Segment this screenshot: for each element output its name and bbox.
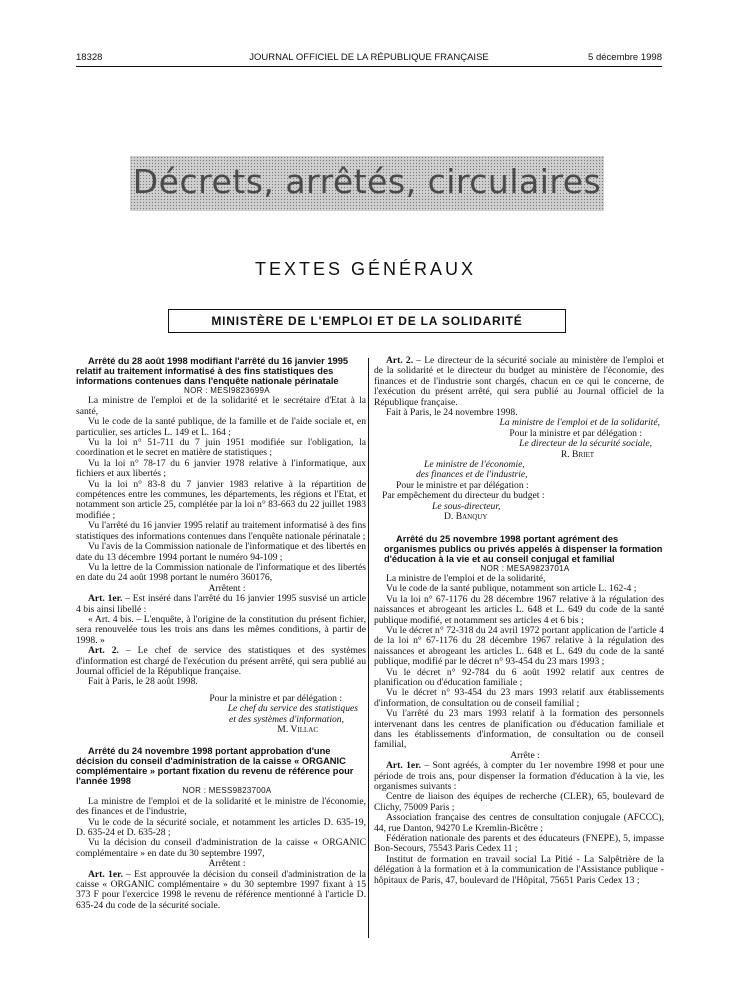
article-text: – Est approuvée la décision du conseil d'administration de la caisse « ORGANIC complémentaire » du 30 septembre 1997 fixant à 15 373 F pour l'exercice 1998 le revenu de référence mentionné à l'article D. 635-24 du code de la sécurité sociale. [76, 868, 366, 911]
signatory-name: M. Villac [277, 724, 318, 735]
header-rule [76, 66, 662, 67]
article-text: – Est inséré dans l'arrêté du 16 janvier 1995 susvisé un article 4 bis ainsi libellé : [76, 593, 366, 615]
article-label: Art. 1er. [88, 868, 123, 880]
signature-line: Le chef du service des statistiques [227, 703, 358, 715]
paragraph: Vu le code de la sécurité sociale, et notamment les articles D. 635-19, D. 635-24 et D. 635-28 ; [76, 816, 366, 839]
paragraph: Vu le code de la santé publique, notamment son article L. 162-4 ; [386, 583, 637, 595]
paragraph: Vu la lettre de la Commission nationale de l'informatique et des libertés en date du 24 août 1998 portant le numéro 360176, [76, 561, 366, 584]
article-title: Arrêté du 24 novembre 1998 portant approbation d'une décision du conseil d'administration de la caisse « ORGANIC complémentaire » portant fixation du revenu de référence pour l'année 1998 [76, 746, 354, 787]
organization-entry: Fédération nationale des parents et des éducateurs (FNEPE), 5, impasse Bon-Secours, 75543 Paris Cedex 11 ; [374, 833, 664, 855]
arrete-heading: Arrête : [510, 749, 540, 761]
section-banner [130, 156, 604, 211]
nor-reference: NOR : MESS9823700A [182, 786, 272, 796]
paragraph: Vu la décision du conseil d'administration de la caisse « ORGANIC complémentaire » en date du 30 septembre 1997, [76, 837, 366, 859]
paragraph: Vu l'arrêté du 23 mars 1993 relatif à la formation des personnels intervenant dans les centres de planification ou d'éducation familiale et dans les établissements d'information, de consultation ou de conseil familial, [374, 708, 664, 751]
paragraph: Vu la loi n° 78-17 du 6 janvier 1978 relative à l'informatique, aux fichiers et aux libertés ; [76, 457, 366, 480]
article-paragraph [76, 646, 366, 677]
article-paragraph [76, 594, 366, 615]
ministry-title: MINISTÈRE DE L'EMPLOI ET DE LA SOLIDARITÉ [211, 314, 523, 328]
paragraph: La ministre de l'emploi et de la solidarité, [386, 572, 546, 584]
nor-reference: NOR : MESI9823699A [184, 386, 270, 395]
article-label: Art. 2. [386, 355, 414, 366]
column-divider [368, 358, 369, 938]
running-header [76, 52, 662, 66]
done-at: Fait à Paris, le 28 août 1998. [88, 676, 198, 688]
paragraph: Vu l'avis de la Commission nationale de l'informatique et des libertés en date du 13 décembre 1994 portant le numéro 94-109 ; [76, 541, 366, 563]
signature-line: Pour la ministre et par délégation : [509, 427, 642, 439]
issue-date: 5 décembre 1998 [588, 52, 662, 63]
page-number: 18328 [76, 52, 103, 63]
right-column [374, 356, 664, 886]
section-title: TEXTES GÉNÉRAUX [254, 259, 477, 279]
paragraph: Vu le décret n° 93-454 du 23 mars 1993 relatif aux établissements d'information, de consultation ou de conseil familial ; [374, 687, 664, 709]
article-paragraph [374, 356, 664, 408]
done-at: Fait à Paris, le 24 novembre 1998. [386, 407, 518, 419]
paragraph: Vu l'arrêté du 16 janvier 1995 relatif au traitement informatisé à des fins statistiques des informations contenues dans l'enquête nationale périnatale ; [76, 520, 366, 542]
arrete-heading: Arrêtent : [208, 582, 246, 594]
article-title: Arrêté du 28 août 1998 modifiant l'arrêté du 16 janvier 1995 relatif au traitement informatisé à des fins statistiques des informations contenues dans l'enquête nationale périnatale [76, 356, 349, 386]
article-paragraph [76, 870, 366, 912]
paragraph: Vu la loi n° 83-8 du 7 janvier 1983 relative à la répartition de compétences entre les communes, les départements, les régions et l'Etat, et notamment son article 25, complétée par la loi n° 83-663 du 22 juillet 1983 modifiée ; [76, 478, 366, 521]
paragraph: La ministre de l'emploi et de la solidarité et le secrétaire d'Etat à la santé, [76, 395, 366, 417]
paragraph: Vu le décret n° 92-784 du 6 août 1992 relatif aux centres de planification ou d'éducation familiale ; [374, 666, 664, 688]
article-label: Art. 1er. [386, 760, 421, 772]
signature-line: Le ministre de l'économie, [424, 459, 525, 471]
signatory-name: D. Banquy [444, 511, 488, 523]
signature-line: Le sous-directeur, [432, 500, 501, 512]
signature-line: des finances et de l'industrie, [416, 469, 528, 481]
paragraph: Vu le décret n° 72-318 du 24 avril 1972 portant application de l'article 4 de la loi n° 67-1176 du 28 décembre 1967 relative à la régulation des naissances et abrogeant les articles L. 648 et L. 649 du code de la santé publique, modifié par le décret n° 93-454 du 23 mars 1993 ; [374, 624, 664, 668]
paragraph: Vu la loi n° 67-1176 du 28 décembre 1967 relative à la régulation des naissances et abrogeant les articles L. 648 et L. 649 du code de la santé publique modifié, et notamment ses articles 4 et 6 bis ; [374, 593, 664, 626]
signature-line: et des systèmes d'information, [228, 713, 344, 725]
signature-line: Pour la ministre et par délégation : [209, 692, 342, 704]
quoted-article: « Art. 4 bis. – L'enquête, à l'origine de la constitution du présent fichier, sera renouvelée tous les trois ans dans les mêmes conditions, à partir de 1998. » [76, 613, 366, 646]
article-text: – Le chef de service des statistiques et des systèmes d'information est chargé de l'exécution du présent arrêté, qui sera publié au Journal officiel de la République française. [76, 645, 366, 677]
article-title: Arrêté du 25 novembre 1998 portant agrément des organismes publics ou privés appelés à dispenser la formation d'éducation à la vie et au conseil conjugal et familial [384, 533, 663, 564]
signature-line: Le directeur de la sécurité sociale, [519, 438, 652, 450]
signature-line: La ministre de l'emploi et de la solidarité, [499, 417, 660, 429]
left-column [76, 356, 366, 911]
nor-reference: NOR : MESA9823701A [480, 563, 570, 573]
article-label: Art. 1er. [88, 593, 123, 605]
article-text: – Le directeur de la sécurité sociale au ministère de l'emploi et de la solidarité et le directeur du budget au ministère de l'économie, des finances et de l'industrie sont chargés, chacun en ce qui le concerne, de l'exécution du présent arrêté, qui sera publié au Journal officiel de la République française. [374, 355, 664, 408]
paragraph: La ministre de l'emploi et de la solidarité et le ministre de l'économie, des finances et de l'industrie, [76, 795, 366, 818]
article-paragraph [374, 761, 664, 792]
banner-title: Décrets, arrêtés, circulaires [132, 162, 602, 201]
journal-title: JOURNAL OFFICIEL DE LA RÉPUBLIQUE FRANÇAISE [249, 52, 489, 63]
organization-entry: Institut de formation en travail social La Pitié - La Salpêtrière de la délégation à la formation et à la communication de l'Assistance publique - hôpitaux de Paris, 47, boulevard de l'Hôpital, 75651 Paris Cedex 13 ; [374, 853, 664, 886]
signature-line: Pour le ministre et par délégation : [396, 479, 529, 491]
ministry-box [168, 309, 566, 333]
organization-entry: Centre de liaison des équipes de recherche (CLER), 65, boulevard de Clichy, 75009 Paris ; [374, 791, 664, 813]
signatory-name: R. Briet [560, 448, 594, 460]
article-label: Art. 2. [88, 645, 119, 657]
signature-line: Par empêchement du directeur du budget : [382, 490, 545, 502]
paragraph: Vu le code de la santé publique, de la famille et de l'aide sociale et, en particulier, ses articles L. 149 et L. 164 ; [76, 416, 366, 438]
paragraph: Vu la loi n° 51-711 du 7 juin 1951 modifiée sur l'obligation, la coordination et le secret en matière de statistiques ; [76, 437, 366, 459]
organization-entry: Association française des centres de consultation conjugale (AFCCC), 44, rue Danton, 94270 Le Kremlin-Bicêtre ; [374, 812, 664, 834]
arrete-heading: Arrêtent : [208, 858, 246, 870]
article-text: – Sont agréés, à compter du 1er novembre 1998 et pour une période de trois ans, pour dispenser la formation d'éducation à la vie, les organismes suivants : [374, 760, 664, 793]
